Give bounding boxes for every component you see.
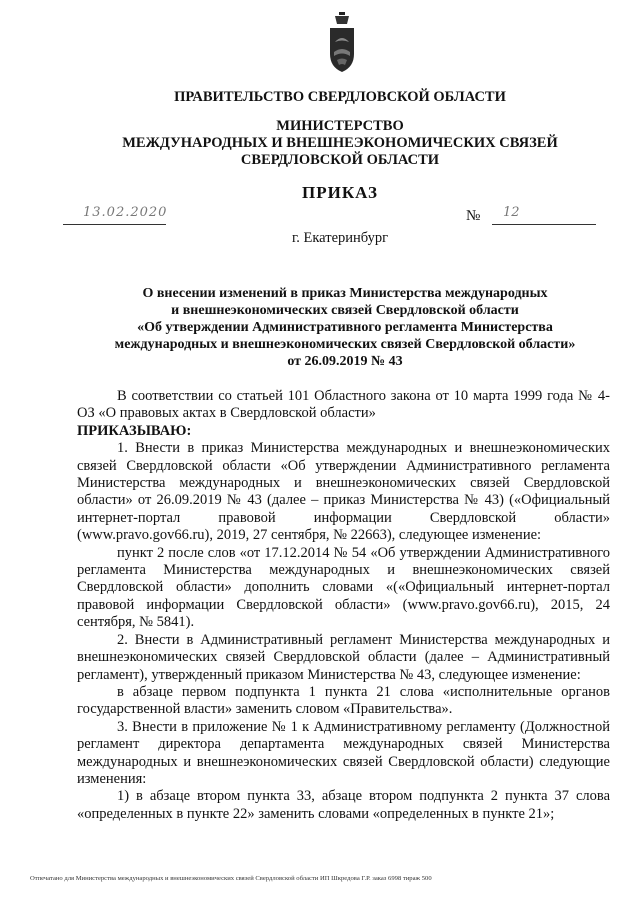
title-line: «Об утверждении Административного регламента Министерства (137, 320, 553, 335)
handwritten-number: 12 (503, 205, 520, 220)
title-line: О внесении изменений в приказ Министерства международных (142, 286, 548, 301)
document-title (80, 285, 610, 370)
ministry-line: МЕЖДУНАРОДНЫХ И ВНЕШНЕЭКОНОМИЧЕСКИХ СВЯЗЕЙ (122, 135, 558, 151)
body-paragraph: в абзаце первом подпункта 1 пункта 21 слова «исполнительные органов государственной власти» заменить словом «Правительства». (77, 683, 610, 718)
print-footer: Отпечатано для Министерства международных и внешнеэкономических связей Свердловской области ИП Шкредова Г.Р. заказ 6998 тираж 500 (30, 875, 432, 882)
body-paragraph: 1) в абзаце втором пункта 33, абзаце втором подпункта 2 пункта 37 слова «определенных в пункте 22» заменить словами «определенных в пункте 21»; (77, 788, 610, 822)
handwritten-date: 13.02.2020 (83, 205, 168, 220)
date-underline (63, 224, 166, 225)
title-line: и внешнеэкономических связей Свердловской области (171, 303, 519, 318)
title-line: международных и внешнеэкономических связей Свердловской области» (114, 337, 576, 352)
number-label: № (466, 208, 481, 224)
ministry-name (70, 118, 610, 169)
order-word: ПРИКАЗЫВАЮ: (77, 422, 192, 439)
ministry-line: СВЕРДЛОВСКОЙ ОБЛАСТИ (240, 152, 440, 168)
document-type: ПРИКАЗ (302, 183, 378, 202)
ministry-line: МИНИСТЕРСТВО (276, 118, 404, 134)
document-body (77, 388, 610, 823)
government-name: ПРАВИТЕЛЬСТВО СВЕРДЛОВСКОЙ ОБЛАСТИ (174, 89, 506, 105)
coat-of-arms-emblem (325, 12, 359, 74)
title-line: от 26.09.2019 № 43 (287, 354, 403, 369)
body-paragraph: 2. Внести в Административный регламент Министерства международных и внешнеэкономических связей Свердловской области (далее – Административный регламент), утвержденный приказом Министерства № 43, следующее изменение: (77, 631, 610, 683)
body-paragraph: пункт 2 после слов «от 17.12.2014 № 54 «Об утверждении Административного регламента Министерства международных и внешнеэкономических связей Свердловской области» дополнить словами «(«Официальный интернет-портал правовой информации Свердловской области» (www.pravo.gov66.ru), 2015, 24 сентября, № 5841). (77, 544, 610, 631)
city: г. Екатеринбург (291, 230, 389, 246)
body-paragraph: 3. Внести в приложение № 1 к Административному регламенту (Должностной регламент директора департамента международных связей Министерства международных и внешнеэкономических связей Свердловской области) следующие изменения: (77, 718, 610, 787)
body-paragraph: 1. Внести в приказ Министерства международных и внешнеэкономических связей Свердловской области «Об утверждении Административного регламента Министерства международных и внешнеэкономических связей Свердловской области» от 26.09.2019 № 43 (далее – приказ Министерства № 43) («Официальный интернет-портал правовой информации Свердловской области» (www.pravo.gov66.ru), 2019, 27 сентября, № 22663), следующее изменение: (77, 440, 610, 544)
number-underline (492, 224, 596, 225)
preamble-paragraph: В соответствии со статьей 101 Областного закона от 10 марта 1999 года № 4-ОЗ «О правовых актах в Свердловской области» (77, 388, 610, 422)
